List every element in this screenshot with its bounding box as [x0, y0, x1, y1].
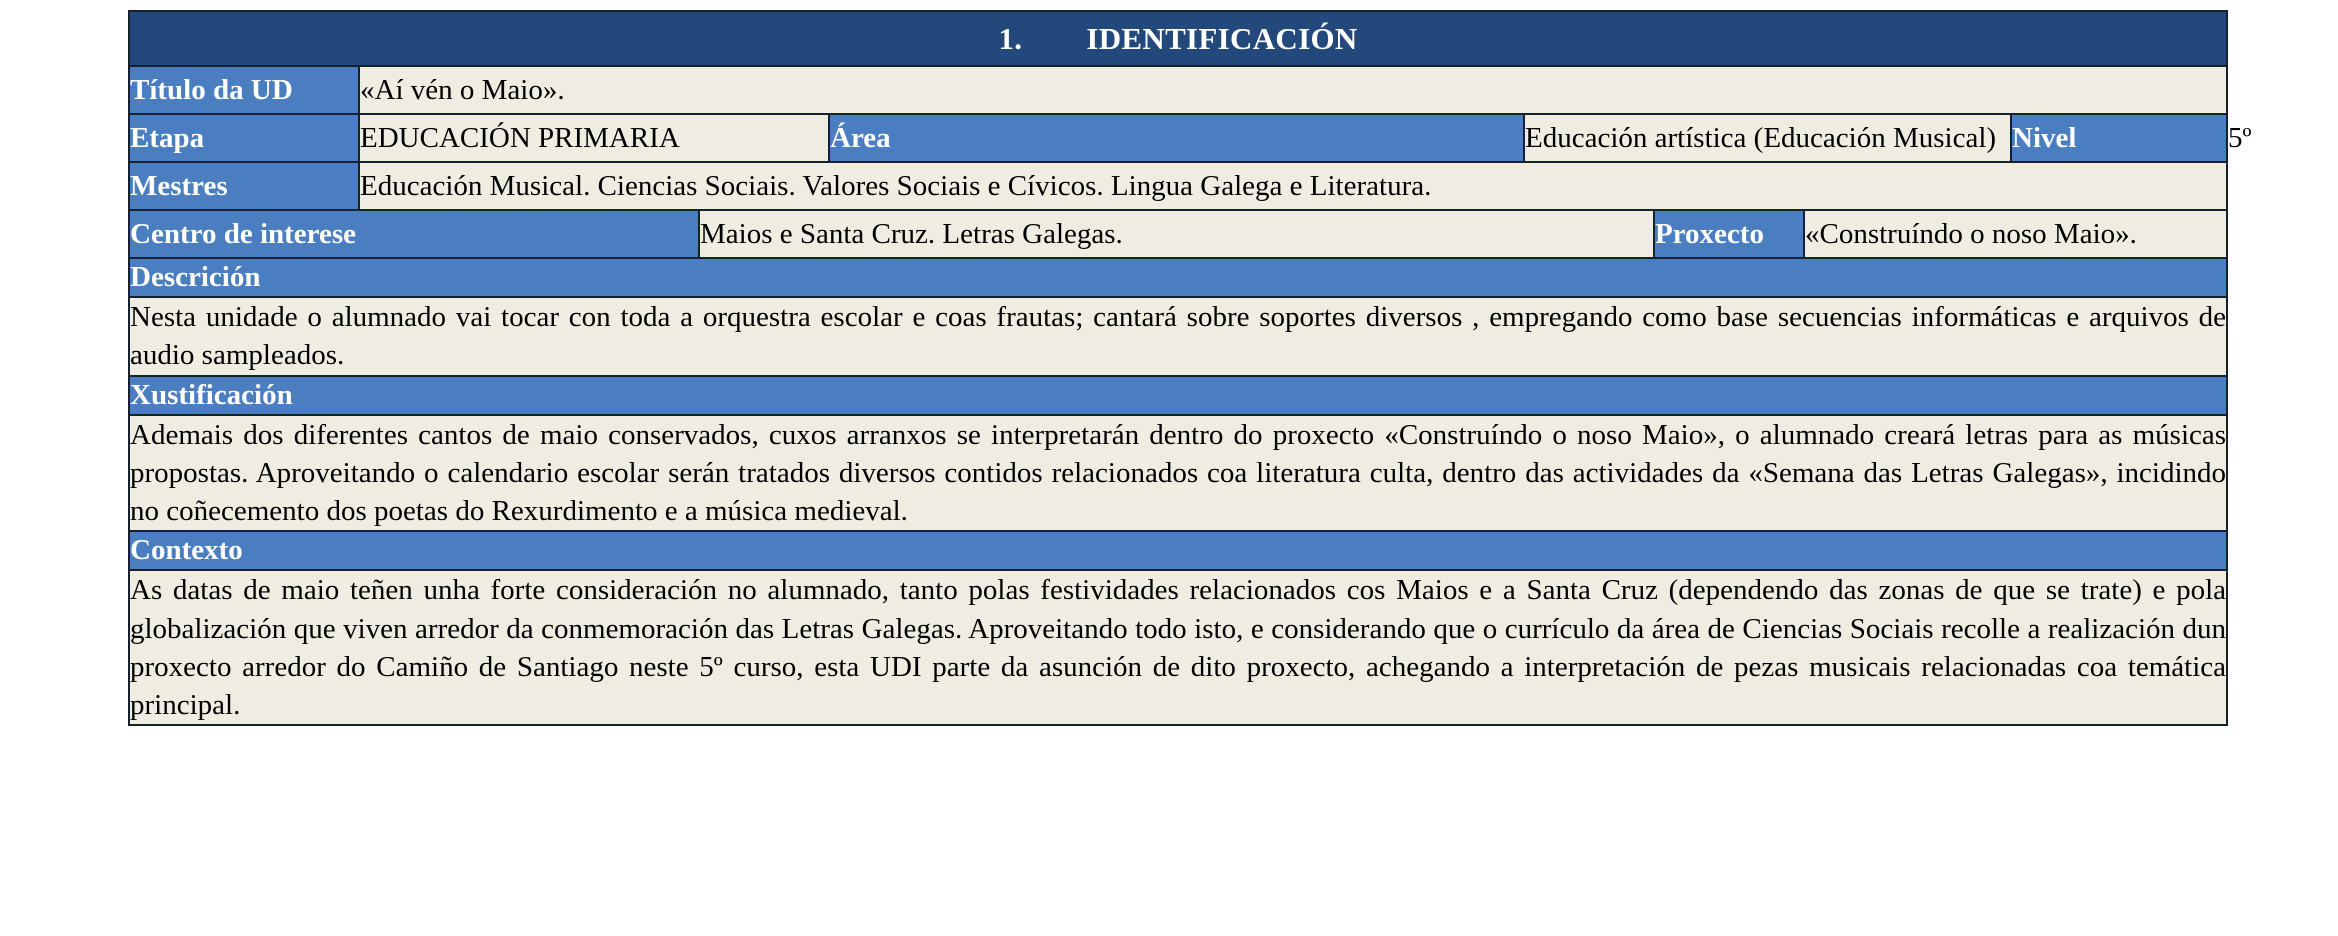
label-titulo-da-ud: Título da UD	[129, 66, 359, 114]
table-row-xustificacion-heading	[129, 376, 2227, 415]
section-title-banner	[129, 11, 2227, 66]
label-proxecto: Proxecto	[1654, 210, 1804, 258]
section-body-xustificacion	[129, 415, 2227, 532]
value-area: Educación artística (Educación Musical)	[1524, 114, 2011, 162]
contexto-paragraph: As datas de maio teñen unha forte consideración no alumnado, tanto polas festividades relacionados cos Maios e a Santa Cruz (dependendo das zonas de que se trate) e pola globalización que viven arredor da conmemoración das Letras Galegas. Aproveitando todo isto, e considerando que o currículo da área de Ciencias Sociais recolle a realización dun proxecto arredor do Camiño de Santiago neste 5º curso, esta UDI parte da asunción de dito proxecto, achegando a interpretación de pezas musicais relacionadas coa temática principal.	[130, 574, 2227, 722]
value-centro-de-interese: Maios e Santa Cruz. Letras Galegas.	[699, 210, 1654, 258]
label-mestres: Mestres	[129, 162, 359, 210]
value-mestres: Educación Musical. Ciencias Sociais. Valores Sociais e Cívicos. Lingua Galega e Literatura.	[359, 162, 2227, 210]
section-heading-xustificacion: Xustificación	[129, 376, 2227, 415]
value-etapa: EDUCACIÓN PRIMARIA	[359, 114, 829, 162]
xustificacion-paragraph: Ademais dos diferentes cantos de maio conservados, cuxos arranxos se interpretarán dentro do proxecto «Construíndo o noso Maio», o alumnado creará letras para as músicas propostas. Aproveitando o calendario escolar serán tratados diversos contidos relacionados coa literatura culta, dentro das actividades da «Semana das Letras Galegas», incidindo no coñecemento dos poetas do Rexurdimento e a música medieval.	[130, 418, 2227, 528]
table-row-titulo	[129, 66, 2227, 114]
table-row-centro-interese	[129, 210, 2227, 258]
descricion-paragraph: Nesta unidade o alumnado vai tocar con toda a orquestra escolar e coas frautas; cantará sobre soportes diversos , empregando como base secuencias informáticas e arquivos de audio sampleados.	[130, 301, 2227, 372]
value-proxecto: «Construíndo o noso Maio».	[1804, 210, 2227, 258]
table-row-etapa: Etapa EDUCACIÓN PRIMARIA Área Educación artística (Educación Musical) Nivel 5º	[129, 114, 2227, 162]
table-row-descricion-heading	[129, 258, 2227, 297]
table-row-banner	[129, 11, 2227, 66]
table-row-mestres	[129, 162, 2227, 210]
section-heading-descricion: Descrición	[129, 258, 2227, 297]
table-row-contexto-body	[129, 570, 2227, 725]
page-title: IDENTIFICACIÓN	[1086, 20, 1358, 56]
table-row-xustificacion-body	[129, 415, 2227, 532]
section-heading-contexto: Contexto	[129, 531, 2227, 570]
section-body-descricion	[129, 297, 2227, 376]
section-number: 1.	[998, 20, 1023, 56]
label-etapa: Etapa	[129, 114, 359, 162]
section-body-contexto	[129, 570, 2227, 725]
label-area: Área	[829, 114, 1524, 162]
table-row-descricion-body	[129, 297, 2227, 376]
identification-table	[128, 10, 2252, 726]
label-centro-de-interese: Centro de interese	[129, 210, 699, 258]
value-titulo-da-ud: «Aí vén o Maio».	[359, 66, 2227, 114]
table-row-contexto-heading	[129, 531, 2227, 570]
label-nivel: Nivel	[2011, 114, 2227, 162]
